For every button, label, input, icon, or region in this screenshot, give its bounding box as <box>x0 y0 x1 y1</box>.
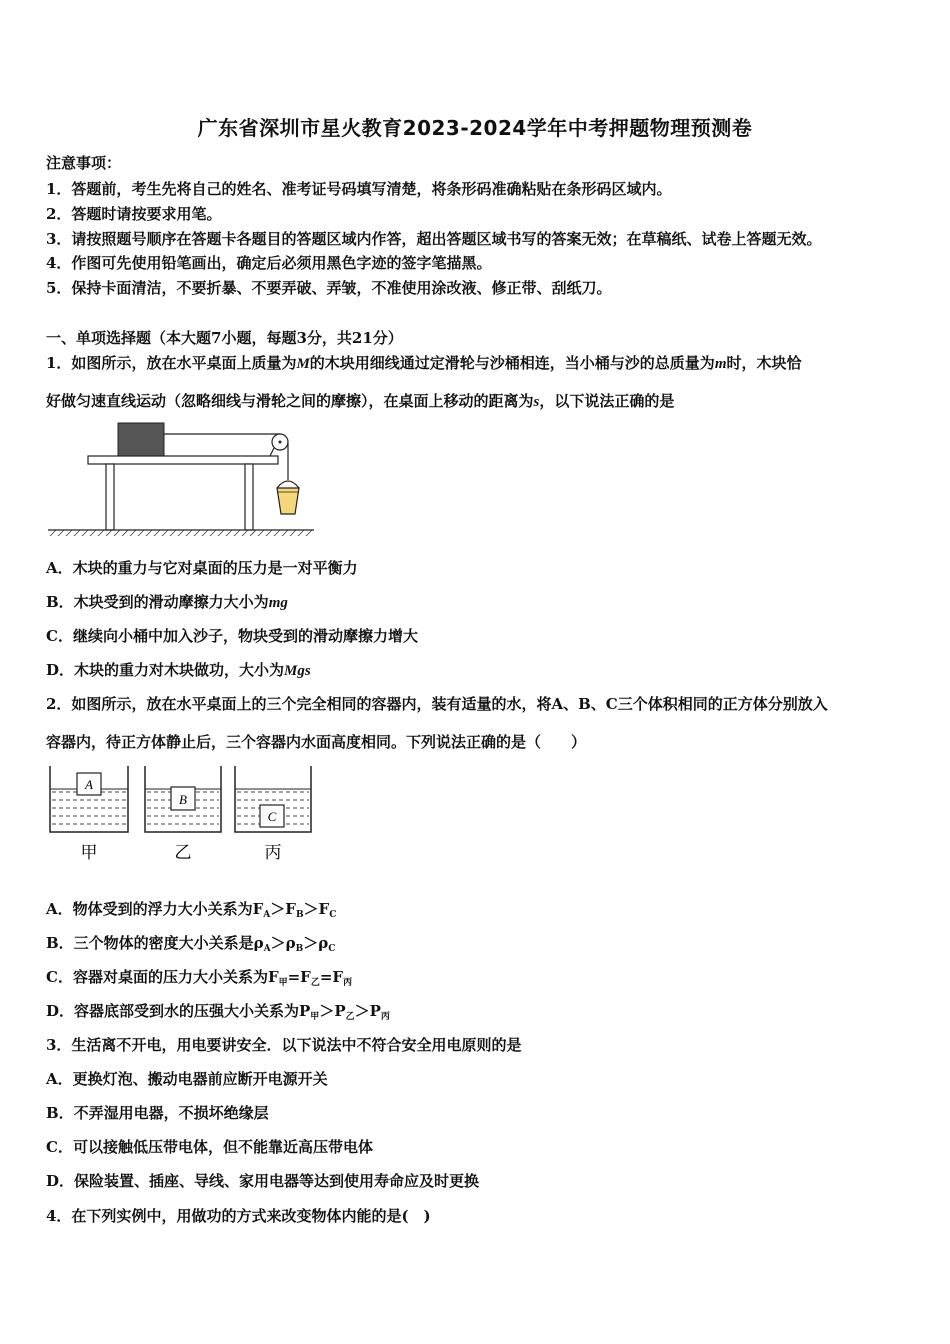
opt-sub: 乙 <box>345 1012 355 1022</box>
opt-text: ＞F <box>303 900 330 918</box>
opt-sub: C <box>328 944 336 954</box>
opt-sub: A <box>263 944 271 954</box>
q1-option-b <box>46 591 288 612</box>
page-title: 广东省深圳市星火教育2023-2024学年中考押题物理预测卷 <box>197 116 753 140</box>
notice-item-2: 2．答题时请按要求用笔。 <box>46 205 222 223</box>
label-bing: 丙 <box>264 843 282 862</box>
q3-option-a: A．更换灯泡、搬动电器前应断开电源开关 <box>46 1070 328 1088</box>
opt-text: ＞F <box>270 900 296 918</box>
opt-sub: B <box>295 944 304 954</box>
opt-text: ＞ρ <box>270 934 296 952</box>
q1-stem-line1 <box>46 352 802 373</box>
opt-sub: 丙 <box>343 978 353 988</box>
q1-option-d-value: Mgs <box>284 663 311 679</box>
notice-item-5: 5．保持卡面清洁，不要折暴、不要弄破、弄皱，不准使用涂改液、修正带、刮纸刀。 <box>46 279 612 297</box>
opt-text: A．物体受到的浮力大小关系为F <box>46 900 264 918</box>
q1-text: ，以下说法正确的是 <box>539 392 675 410</box>
q3-option-c: C．可以接触低压带电体，但不能靠近高压带电体 <box>46 1138 373 1156</box>
q2-option-c <box>46 966 352 987</box>
opt-text: =F <box>319 968 344 986</box>
q1-text: 的木块用细线通过定滑轮与沙桶相连，当小桶与沙的总质量为 <box>309 354 715 372</box>
q1-option-b-value: mg <box>268 595 288 611</box>
q1-stem-line2 <box>46 390 674 411</box>
q1-figure-table-pulley <box>44 418 324 540</box>
opt-text: ＞P <box>354 1002 381 1020</box>
opt-text: =F <box>287 968 311 986</box>
q1-option-d <box>46 659 311 680</box>
notice-heading: 注意事项： <box>46 154 122 172</box>
q1-text: 时，木块恰 <box>726 354 802 372</box>
q2-stem-line1: 2．如图所示，放在水平桌面上的三个完全相同的容器内，装有适量的水，将A、B、C三个体积相同的正方体分别放入 <box>46 695 828 713</box>
opt-text: D．容器底部受到水的压强大小关系为P <box>46 1002 311 1020</box>
q3-option-d: D．保险装置、插座、导线、家用电器等达到使用寿命应及时更换 <box>46 1172 480 1190</box>
opt-sub: A <box>263 910 271 920</box>
opt-sub: B <box>295 910 304 920</box>
q4-stem: 4．在下列实例中，用做功的方式来改变物体内能的是( ) <box>46 1207 431 1225</box>
q3-option-b: B．不弄湿用电器，不损坏绝缘层 <box>46 1104 269 1122</box>
q2-option-a <box>46 898 336 919</box>
opt-sub: 乙 <box>310 978 320 988</box>
q1-option-a: A．木块的重力与它对桌面的压力是一对平衡力 <box>46 559 358 577</box>
q1-text: 好做匀速直线运动（忽略细线与滑轮之间的摩擦），在桌面上移动的距离为 <box>46 392 534 410</box>
container-jia <box>50 766 128 832</box>
container-bing <box>235 766 311 832</box>
opt-text: ＞ρ <box>303 934 329 952</box>
notice-item-4: 4．作图可先使用铅笔画出，确定后必须用黑色字迹的签字笔描黑。 <box>46 254 492 272</box>
label-jia: 甲 <box>80 843 98 862</box>
label-yi: 乙 <box>174 843 192 862</box>
q1-text: 1．如图所示，放在水平桌面上质量为 <box>46 354 297 372</box>
block-c-label: C <box>267 809 277 824</box>
table-leg-left <box>106 464 114 530</box>
q2-option-d <box>46 1000 390 1021</box>
block-a-label: A <box>85 777 93 792</box>
opt-sub: 甲 <box>278 978 288 988</box>
q2-stem-line2: 容器内，待正方体静止后，三个容器内水面高度相同。下列说法正确的是（ ） <box>46 733 587 751</box>
table-top <box>88 456 278 464</box>
q2-option-b <box>46 932 335 953</box>
q3-stem: 3．生活离不开电，用电要讲安全．以下说法中不符合安全用电原则的是 <box>46 1036 522 1054</box>
opt-sub: 丙 <box>380 1012 390 1022</box>
opt-text: B．三个物体的密度大小关系是ρ <box>46 934 264 952</box>
opt-sub: C <box>329 910 337 920</box>
container-yi <box>145 766 221 832</box>
opt-sub: 甲 <box>310 1012 320 1022</box>
q1-var-m: m <box>714 356 727 372</box>
q1-option-b-text: B．木块受到的滑动摩擦力大小为 <box>46 593 269 611</box>
q1-option-c: C．继续向小桶中加入沙子，物块受到的滑动摩擦力增大 <box>46 627 418 645</box>
table-leg-right <box>245 464 253 530</box>
notice-item-3: 3．请按照题号顺序在答题卡各题目的答题区域内作答，超出答题区域书写的答案无效；在草稿纸、试卷上答题无效。 <box>46 230 822 248</box>
q1-var-M: M <box>296 356 310 372</box>
notice-item-1: 1．答题前，考生先将自己的姓名、准考证号码填写清楚，将条形码准确粘贴在条形码区域内。 <box>46 180 672 198</box>
opt-text: ＞P <box>319 1002 346 1020</box>
q1-option-d-text: D．木块的重力对木块做功，大小为 <box>46 661 285 679</box>
opt-text: C．容器对桌面的压力大小关系为F <box>46 968 279 986</box>
wooden-block <box>118 423 164 456</box>
block-b-label: B <box>179 792 187 807</box>
q1-var-s: s <box>533 394 540 410</box>
q2-figure-containers <box>46 762 318 868</box>
section-heading: 一、单项选择题（本大题7小题，每题3分，共21分） <box>46 329 403 347</box>
